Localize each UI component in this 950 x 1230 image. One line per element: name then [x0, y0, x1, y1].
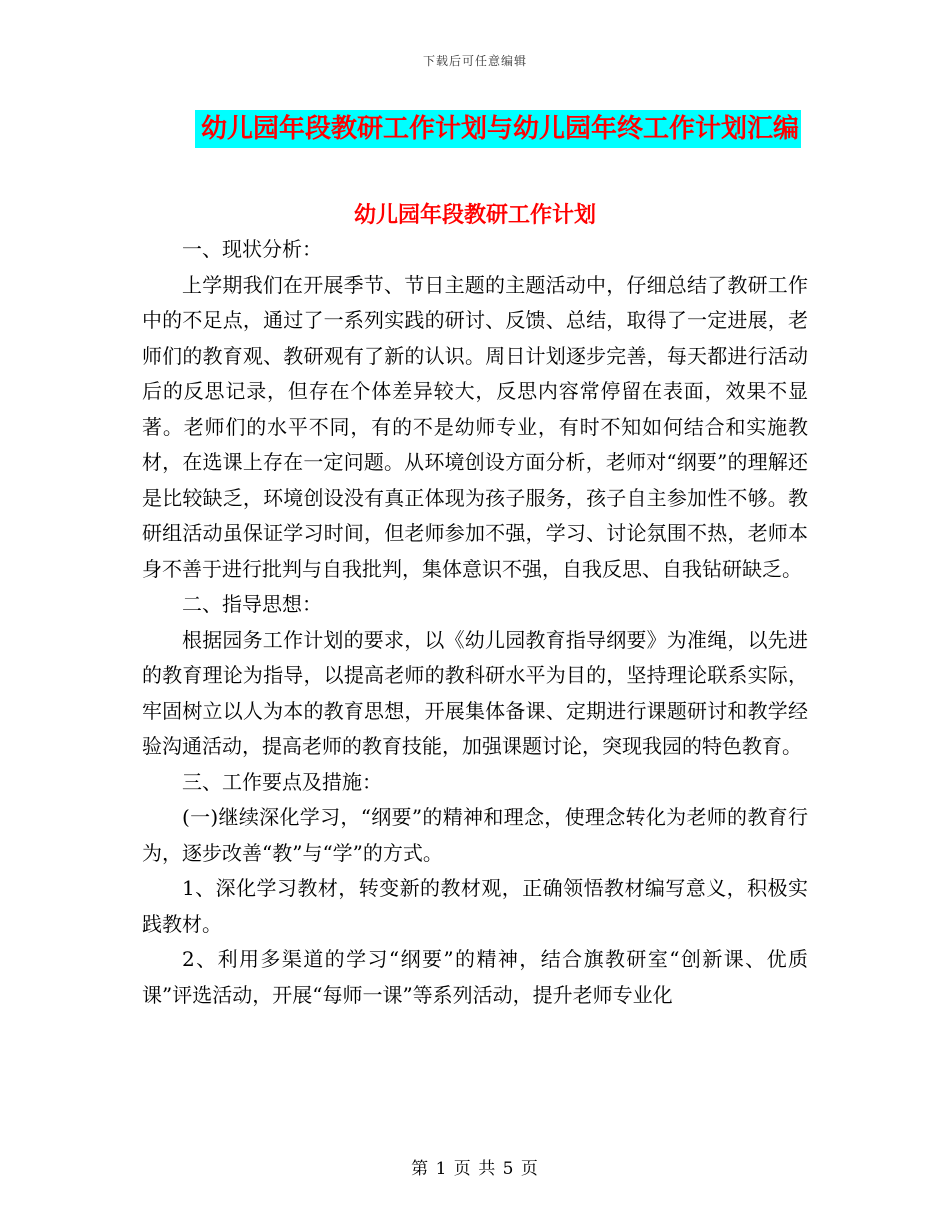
section-title: 幼儿园年段教研工作计划: [353, 202, 596, 228]
page-header-note: 下载后可任意编辑: [422, 54, 527, 68]
document-body: [142, 232, 808, 1013]
document-title: 幼儿园年段教研工作计划与幼儿园年终工作计划汇编: [195, 110, 801, 148]
paragraph-work-point-1-1: 1、深化学习教材，转变新的教材观，正确领悟教材编写意义，积极实践教材。: [142, 876, 808, 936]
paragraph-work-point-1-2: 2、利用多渠道的学习“纲要”的精神，结合旗教研室“创新课、优质课”评选活动，开展“每师一课”等系列活动，提升老师专业化: [142, 947, 808, 1007]
document-title-container: [0, 110, 950, 148]
heading-work-points: 三、工作要点及措施：: [182, 769, 382, 794]
heading-status-analysis: 一、现状分析：: [182, 237, 322, 261]
page-footer-number: 第 1 页 共 5 页: [411, 1159, 539, 1179]
paragraph-status-analysis: 上学期我们在开展季节、节日主题的主题活动中，仔细总结了教研工作中的不足点，通过了一系列实践的研讨、反馈、总结，取得了一定进展，老师们的教育观、教研观有了新的认识。周日计划逐步完善，每天都进行活动后的反思记录，但存在个体差异较大，反思内容常停留在表面，效果不显著。老师们的水平不同，有的不是幼师专业，有时不知如何结合和实施教材，在选课上存在一定问题。从环境创设方面分析，老师对“纲要”的理解还是比较缺乏，环境创设没有真正体现为孩子服务，孩子自主参加性不够。教研组活动虽保证学习时间，但老师参加不强，学习、讨论氛围不热，老师本身不善于进行批判与自我批判，集体意识不强，自我反思、自我钻研缺乏。: [142, 272, 808, 581]
paragraph-guiding-thought: 根据园务工作计划的要求，以《幼儿园教育指导纲要》为准绳，以先进的教育理论为指导，以提高老师的教科研水平为目的，坚持理论联系实际，牢固树立以人为本的教育思想，开展集体备课、定期进行课题研讨和教学经验沟通活动，提高老师的教育技能，加强课题讨论，突现我园的特色教育。: [142, 627, 808, 758]
heading-guiding-thought: 二、指导思想：: [182, 592, 322, 616]
paragraph-work-point-1: (一)继续深化学习，“纲要”的精神和理念，使理念转化为老师的教育行为，逐步改善“教”与“学”的方式。: [142, 805, 808, 865]
